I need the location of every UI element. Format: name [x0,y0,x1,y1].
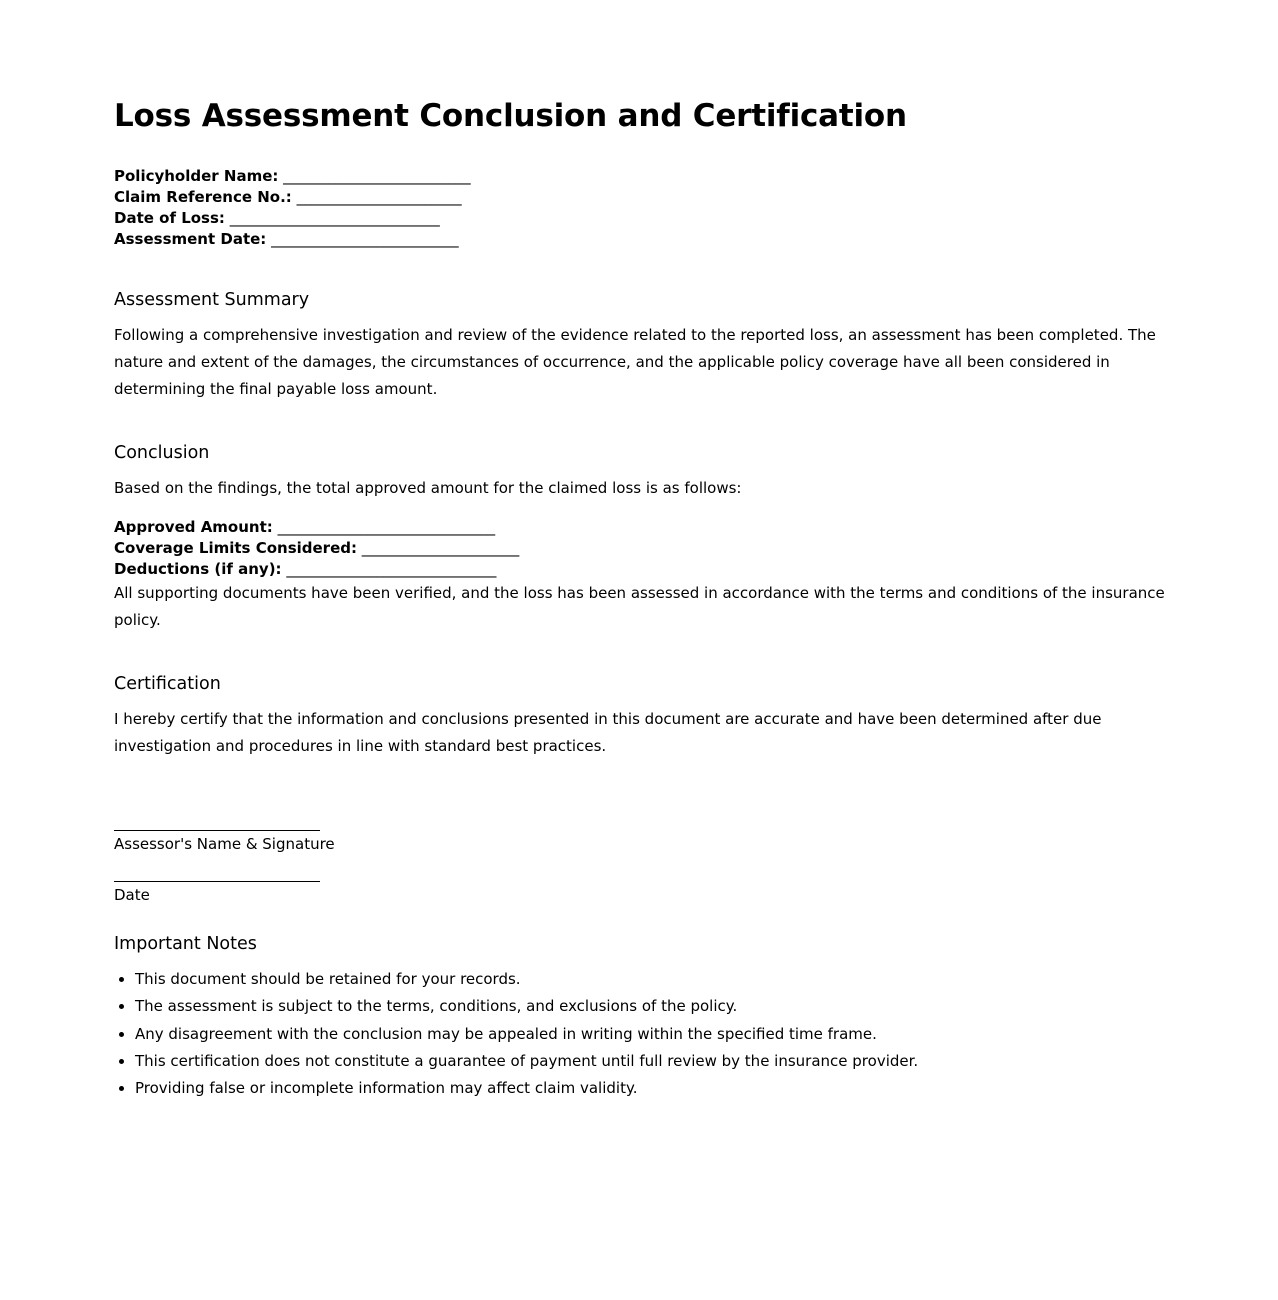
important-notes-heading: Important Notes [114,934,257,954]
field-label: Claim Reference No.: [114,188,292,206]
list-item: • Providing false or incomplete information may affect claim validity. [135,1075,1168,1102]
field-label: Date of Loss: [114,209,225,227]
list-item: • This certification does not constitute a guarantee of payment until full review by the insurance provider. [135,1048,1168,1075]
assessment-date-field [114,229,1168,250]
date-line [114,867,320,882]
assessment-summary-text: Following a comprehensive investigation and review of the evidence related to the reported loss, an assessment has been completed. The nature and extent of the damages, the circumstances of occurrence, and the applicable policy coverage have all been considered in determining the final payable loss amount. [114,326,1156,398]
signature-block [114,816,1168,908]
approved-amount-fields [114,517,1168,580]
verification-statement: All supporting documents have been verified, and the loss has been assessed in accordance with the terms and conditions of the insurance policy. [114,584,1165,629]
list-item: • The assessment is subject to the terms, conditions, and exclusions of the policy. [135,993,1168,1020]
important-notes-list [114,966,1168,1102]
claim-fields [114,166,1168,250]
approved-amount-field [114,517,1168,538]
assessment-summary-heading: Assessment Summary [114,290,310,310]
field-blank-line: _____________________ [361,539,520,557]
signature-label: Assessor's Name & Signature [114,835,335,853]
field-label: Assessment Date: [114,230,267,248]
coverage-limits-field [114,538,1168,559]
field-blank-line: ____________________________ [229,209,440,227]
claim-reference-field [114,187,1168,208]
field-label: Deductions (if any): [114,560,282,578]
field-blank-line: ____________________________ [286,560,497,578]
deductions-field [114,559,1168,580]
date-label: Date [114,886,150,904]
field-blank-line: _________________________ [271,230,459,248]
conclusion-intro-text: Based on the findings, the total approved amount for the claimed loss is as follows: [114,479,742,497]
field-label: Coverage Limits Considered: [114,539,357,557]
document-title: Loss Assessment Conclusion and Certification [114,98,907,134]
certification-text: I hereby certify that the information and conclusions presented in this document are accurate and have been determined after due investigation and procedures in line with standard best practices. [114,710,1102,755]
field-label: Approved Amount: [114,518,273,536]
policyholder-name-field [114,166,1168,187]
certification-heading: Certification [114,674,221,694]
field-blank-line: _________________________ [283,167,471,185]
field-blank-line: ______________________ [296,188,462,206]
field-blank-line: _____________________________ [277,518,496,536]
conclusion-heading: Conclusion [114,443,210,463]
date-of-loss-field [114,208,1168,229]
field-label: Policyholder Name: [114,167,279,185]
signature-line [114,816,320,831]
list-item: • Any disagreement with the conclusion may be appealed in writing within the specified time frame. [135,1021,1168,1048]
list-item: • This document should be retained for your records. [135,966,1168,993]
